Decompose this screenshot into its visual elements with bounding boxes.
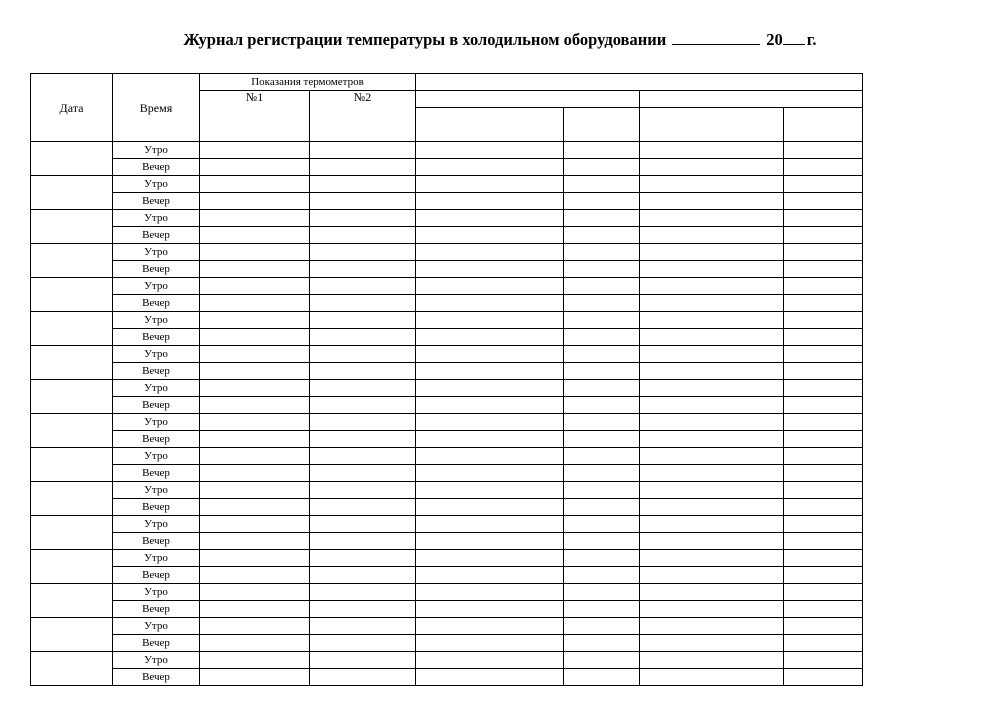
thermometer-1-cell[interactable] — [200, 448, 310, 465]
reading-cell[interactable] — [564, 431, 640, 448]
thermometer-2-cell[interactable] — [310, 346, 416, 363]
thermometer-1-cell[interactable] — [200, 533, 310, 550]
thermometer-1-cell[interactable] — [200, 278, 310, 295]
reading-cell[interactable] — [640, 295, 784, 312]
thermometer-2-cell[interactable] — [310, 159, 416, 176]
thermometer-2-cell[interactable] — [310, 601, 416, 618]
reading-cell[interactable] — [784, 533, 863, 550]
thermometer-1-cell[interactable] — [200, 465, 310, 482]
reading-cell[interactable] — [416, 295, 564, 312]
reading-cell[interactable] — [640, 465, 784, 482]
time-label: Вечер — [113, 431, 200, 448]
date-cell[interactable] — [31, 380, 113, 414]
extra-header-cell — [416, 108, 564, 142]
thermometer-2-cell[interactable] — [310, 448, 416, 465]
month-blank-line — [672, 30, 760, 45]
time-label: Утро — [113, 380, 200, 397]
time-label: Утро — [113, 278, 200, 295]
reading-cell[interactable] — [564, 176, 640, 193]
table-row — [31, 312, 863, 329]
reading-cell[interactable] — [564, 193, 640, 210]
reading-cell[interactable] — [784, 176, 863, 193]
reading-cell[interactable] — [564, 618, 640, 635]
time-label: Вечер — [113, 533, 200, 550]
thermometer-1-cell[interactable] — [200, 159, 310, 176]
time-label: Утро — [113, 448, 200, 465]
date-cell[interactable] — [31, 550, 113, 584]
thermometer-2-cell[interactable] — [310, 516, 416, 533]
reading-cell[interactable] — [640, 635, 784, 652]
table-row — [31, 159, 863, 176]
date-cell[interactable] — [31, 142, 113, 176]
reading-cell[interactable] — [784, 516, 863, 533]
thermometer-1-cell[interactable] — [200, 669, 310, 686]
table-row — [31, 244, 863, 261]
reading-cell[interactable] — [784, 278, 863, 295]
thermometer-1-cell[interactable] — [200, 363, 310, 380]
date-cell[interactable] — [31, 244, 113, 278]
reading-cell[interactable] — [416, 210, 564, 227]
table-row — [31, 210, 863, 227]
reading-cell[interactable] — [564, 584, 640, 601]
time-label: Утро — [113, 652, 200, 669]
time-label: Утро — [113, 584, 200, 601]
reading-cell[interactable] — [564, 414, 640, 431]
year-blank-line — [783, 30, 805, 45]
reading-cell[interactable] — [640, 329, 784, 346]
thermometer-2-cell[interactable] — [310, 312, 416, 329]
thermometer-2-cell[interactable] — [310, 567, 416, 584]
extra-header-top — [416, 74, 863, 91]
time-label: Вечер — [113, 329, 200, 346]
reading-cell[interactable] — [640, 669, 784, 686]
reading-cell[interactable] — [564, 210, 640, 227]
thermometer-2-cell[interactable] — [310, 550, 416, 567]
time-label: Вечер — [113, 465, 200, 482]
reading-cell[interactable] — [564, 397, 640, 414]
reading-cell[interactable] — [564, 363, 640, 380]
time-label: Утро — [113, 346, 200, 363]
reading-cell[interactable] — [416, 448, 564, 465]
reading-cell[interactable] — [784, 584, 863, 601]
table-row — [31, 261, 863, 278]
reading-cell[interactable] — [784, 669, 863, 686]
reading-cell[interactable] — [564, 482, 640, 499]
extra-header-group-1 — [416, 91, 640, 108]
reading-cell[interactable] — [564, 669, 640, 686]
reading-cell[interactable] — [784, 414, 863, 431]
thermometer-1-cell[interactable] — [200, 397, 310, 414]
title-text: Журнал регистрации температуры в холодильном оборудовании — [183, 30, 667, 49]
reading-cell[interactable] — [564, 601, 640, 618]
reading-cell[interactable] — [640, 278, 784, 295]
reading-cell[interactable] — [416, 499, 564, 516]
reading-cell[interactable] — [784, 618, 863, 635]
reading-cell[interactable] — [640, 550, 784, 567]
table-row — [31, 601, 863, 618]
date-cell[interactable] — [31, 482, 113, 516]
reading-cell[interactable] — [640, 346, 784, 363]
reading-cell[interactable] — [784, 431, 863, 448]
table-row — [31, 499, 863, 516]
time-label: Утро — [113, 312, 200, 329]
table-row — [31, 414, 863, 431]
reading-cell[interactable] — [416, 652, 564, 669]
date-header: Дата — [31, 74, 113, 142]
reading-cell[interactable] — [784, 244, 863, 261]
reading-cell[interactable] — [784, 261, 863, 278]
table-row — [31, 550, 863, 567]
reading-cell[interactable] — [640, 227, 784, 244]
reading-cell[interactable] — [784, 312, 863, 329]
reading-cell[interactable] — [564, 567, 640, 584]
reading-cell[interactable] — [564, 550, 640, 567]
reading-cell[interactable] — [640, 482, 784, 499]
thermometer-2-cell[interactable] — [310, 380, 416, 397]
thermometer-1-cell[interactable] — [200, 380, 310, 397]
time-header: Время — [113, 74, 200, 142]
reading-cell[interactable] — [640, 210, 784, 227]
thermometer-2-cell[interactable] — [310, 482, 416, 499]
thermometer-1-cell[interactable] — [200, 295, 310, 312]
reading-cell[interactable] — [564, 227, 640, 244]
reading-cell[interactable] — [416, 159, 564, 176]
reading-cell[interactable] — [784, 397, 863, 414]
reading-cell[interactable] — [416, 380, 564, 397]
reading-cell[interactable] — [784, 465, 863, 482]
reading-cell[interactable] — [640, 363, 784, 380]
reading-cell[interactable] — [784, 652, 863, 669]
thermometer-1-cell[interactable] — [200, 652, 310, 669]
reading-cell[interactable] — [640, 618, 784, 635]
thermometer-1-cell[interactable] — [200, 499, 310, 516]
reading-cell[interactable] — [416, 669, 564, 686]
thermometer-1-cell[interactable] — [200, 550, 310, 567]
table-row — [31, 584, 863, 601]
reading-cell[interactable] — [640, 312, 784, 329]
time-label: Утро — [113, 176, 200, 193]
thermometer-1-cell[interactable] — [200, 244, 310, 261]
thermometer-1-cell[interactable] — [200, 431, 310, 448]
date-cell[interactable] — [31, 448, 113, 482]
thermometer-1-cell[interactable] — [200, 227, 310, 244]
thermometer-2-cell[interactable] — [310, 618, 416, 635]
thermometer-2-cell[interactable] — [310, 397, 416, 414]
table-row — [31, 516, 863, 533]
reading-cell[interactable] — [640, 584, 784, 601]
reading-cell[interactable] — [640, 261, 784, 278]
time-label: Утро — [113, 482, 200, 499]
reading-cell[interactable] — [564, 329, 640, 346]
reading-cell[interactable] — [416, 278, 564, 295]
thermometer-1-cell[interactable] — [200, 210, 310, 227]
reading-cell[interactable] — [416, 363, 564, 380]
thermometer-2-cell[interactable] — [310, 193, 416, 210]
extra-header-group-2 — [640, 91, 863, 108]
thermometer-2-cell[interactable] — [310, 499, 416, 516]
reading-cell[interactable] — [564, 159, 640, 176]
reading-cell[interactable] — [564, 499, 640, 516]
date-cell[interactable] — [31, 584, 113, 618]
thermometer-1-cell[interactable] — [200, 584, 310, 601]
extra-header-cell — [564, 108, 640, 142]
reading-cell[interactable] — [784, 363, 863, 380]
date-cell[interactable] — [31, 516, 113, 550]
time-label: Утро — [113, 244, 200, 261]
time-label: Вечер — [113, 295, 200, 312]
table-row — [31, 227, 863, 244]
reading-cell[interactable] — [564, 652, 640, 669]
reading-cell[interactable] — [416, 142, 564, 159]
reading-cell[interactable] — [784, 159, 863, 176]
time-label: Вечер — [113, 159, 200, 176]
thermometer-1-cell[interactable] — [200, 516, 310, 533]
reading-cell[interactable] — [784, 601, 863, 618]
reading-cell[interactable] — [416, 516, 564, 533]
thermometer-2-cell[interactable] — [310, 176, 416, 193]
reading-cell[interactable] — [564, 465, 640, 482]
reading-cell[interactable] — [640, 397, 784, 414]
table-row — [31, 295, 863, 312]
table-row — [31, 346, 863, 363]
time-label: Вечер — [113, 397, 200, 414]
reading-cell[interactable] — [416, 346, 564, 363]
table-row — [31, 618, 863, 635]
reading-cell[interactable] — [784, 142, 863, 159]
reading-cell[interactable] — [564, 516, 640, 533]
table-row — [31, 533, 863, 550]
reading-cell[interactable] — [416, 312, 564, 329]
time-label: Вечер — [113, 499, 200, 516]
reading-cell[interactable] — [416, 176, 564, 193]
time-label: Вечер — [113, 669, 200, 686]
time-label: Вечер — [113, 363, 200, 380]
reading-cell[interactable] — [640, 380, 784, 397]
time-label: Вечер — [113, 635, 200, 652]
table-row — [31, 669, 863, 686]
reading-cell[interactable] — [640, 193, 784, 210]
date-cell[interactable] — [31, 618, 113, 652]
time-label: Вечер — [113, 261, 200, 278]
reading-cell[interactable] — [564, 278, 640, 295]
date-cell[interactable] — [31, 176, 113, 210]
reading-cell[interactable] — [640, 533, 784, 550]
thermometer-1-cell[interactable] — [200, 601, 310, 618]
extra-header-cell — [640, 108, 784, 142]
thermometer-2-cell[interactable] — [310, 210, 416, 227]
reading-cell[interactable] — [416, 635, 564, 652]
reading-cell[interactable] — [416, 567, 564, 584]
time-label: Утро — [113, 618, 200, 635]
reading-cell[interactable] — [784, 567, 863, 584]
reading-cell[interactable] — [416, 414, 564, 431]
thermometer-readings-header: Показания термометров — [200, 74, 416, 91]
reading-cell[interactable] — [416, 601, 564, 618]
reading-cell[interactable] — [416, 244, 564, 261]
reading-cell[interactable] — [784, 635, 863, 652]
reading-cell[interactable] — [564, 244, 640, 261]
thermometer-1-header: №1 — [200, 91, 310, 142]
thermometer-1-cell[interactable] — [200, 193, 310, 210]
thermometer-1-cell[interactable] — [200, 346, 310, 363]
table-row — [31, 380, 863, 397]
reading-cell[interactable] — [640, 601, 784, 618]
year-suffix: г. — [806, 30, 817, 49]
thermometer-1-cell[interactable] — [200, 176, 310, 193]
thermometer-2-cell[interactable] — [310, 414, 416, 431]
temperature-log-table — [30, 73, 863, 686]
table-row — [31, 652, 863, 669]
reading-cell[interactable] — [640, 414, 784, 431]
thermometer-1-cell[interactable] — [200, 618, 310, 635]
reading-cell[interactable] — [416, 584, 564, 601]
time-label: Утро — [113, 414, 200, 431]
table-row — [31, 448, 863, 465]
reading-cell[interactable] — [784, 482, 863, 499]
reading-cell[interactable] — [416, 329, 564, 346]
reading-cell[interactable] — [784, 329, 863, 346]
reading-cell[interactable] — [416, 227, 564, 244]
thermometer-1-cell[interactable] — [200, 567, 310, 584]
time-label: Утро — [113, 516, 200, 533]
table-row — [31, 363, 863, 380]
table-row — [31, 465, 863, 482]
thermometer-2-cell[interactable] — [310, 295, 416, 312]
time-label: Утро — [113, 142, 200, 159]
thermometer-2-cell[interactable] — [310, 635, 416, 652]
reading-cell[interactable] — [416, 431, 564, 448]
reading-cell[interactable] — [640, 448, 784, 465]
reading-cell[interactable] — [416, 465, 564, 482]
thermometer-2-cell[interactable] — [310, 652, 416, 669]
thermometer-1-cell[interactable] — [200, 635, 310, 652]
reading-cell[interactable] — [640, 176, 784, 193]
reading-cell[interactable] — [784, 346, 863, 363]
thermometer-2-cell[interactable] — [310, 363, 416, 380]
thermometer-2-cell[interactable] — [310, 261, 416, 278]
time-label: Утро — [113, 550, 200, 567]
reading-cell[interactable] — [784, 210, 863, 227]
reading-cell[interactable] — [640, 142, 784, 159]
reading-cell[interactable] — [416, 618, 564, 635]
reading-cell[interactable] — [784, 380, 863, 397]
table-row — [31, 482, 863, 499]
reading-cell[interactable] — [640, 499, 784, 516]
time-label: Вечер — [113, 567, 200, 584]
table-row — [31, 278, 863, 295]
time-label: Вечер — [113, 601, 200, 618]
reading-cell[interactable] — [784, 193, 863, 210]
reading-cell[interactable] — [416, 397, 564, 414]
reading-cell[interactable] — [564, 448, 640, 465]
reading-cell[interactable] — [564, 261, 640, 278]
thermometer-2-cell[interactable] — [310, 329, 416, 346]
reading-cell[interactable] — [564, 295, 640, 312]
time-label: Вечер — [113, 227, 200, 244]
thermometer-2-header: №2 — [310, 91, 416, 142]
reading-cell[interactable] — [416, 482, 564, 499]
reading-cell[interactable] — [564, 380, 640, 397]
date-cell[interactable] — [31, 210, 113, 244]
reading-cell[interactable] — [564, 533, 640, 550]
reading-cell[interactable] — [640, 567, 784, 584]
reading-cell[interactable] — [416, 550, 564, 567]
table-row — [31, 397, 863, 414]
thermometer-1-cell[interactable] — [200, 312, 310, 329]
reading-cell[interactable] — [564, 346, 640, 363]
thermometer-2-cell[interactable] — [310, 533, 416, 550]
thermometer-1-cell[interactable] — [200, 329, 310, 346]
thermometer-2-cell[interactable] — [310, 244, 416, 261]
thermometer-2-cell[interactable] — [310, 142, 416, 159]
table-row — [31, 329, 863, 346]
table-row — [31, 193, 863, 210]
thermometer-2-cell[interactable] — [310, 227, 416, 244]
reading-cell[interactable] — [564, 312, 640, 329]
reading-cell[interactable] — [640, 244, 784, 261]
reading-cell[interactable] — [640, 652, 784, 669]
reading-cell[interactable] — [416, 533, 564, 550]
reading-cell[interactable] — [416, 193, 564, 210]
date-cell[interactable] — [31, 652, 113, 686]
reading-cell[interactable] — [784, 499, 863, 516]
thermometer-2-cell[interactable] — [310, 465, 416, 482]
table-row — [31, 635, 863, 652]
time-label: Утро — [113, 210, 200, 227]
date-cell[interactable] — [31, 312, 113, 346]
reading-cell[interactable] — [640, 516, 784, 533]
thermometer-2-cell[interactable] — [310, 669, 416, 686]
page-title — [0, 30, 1000, 50]
table-row — [31, 142, 863, 159]
reading-cell[interactable] — [564, 635, 640, 652]
reading-cell[interactable] — [640, 431, 784, 448]
reading-cell[interactable] — [784, 448, 863, 465]
thermometer-1-cell[interactable] — [200, 414, 310, 431]
date-cell[interactable] — [31, 346, 113, 380]
thermometer-2-cell[interactable] — [310, 584, 416, 601]
reading-cell[interactable] — [784, 295, 863, 312]
reading-cell[interactable] — [564, 142, 640, 159]
reading-cell[interactable] — [784, 550, 863, 567]
thermometer-1-cell[interactable] — [200, 482, 310, 499]
thermometer-2-cell[interactable] — [310, 278, 416, 295]
date-cell[interactable] — [31, 414, 113, 448]
table-row — [31, 176, 863, 193]
time-label: Вечер — [113, 193, 200, 210]
table-row — [31, 431, 863, 448]
extra-header-cell — [784, 108, 863, 142]
thermometer-1-cell[interactable] — [200, 142, 310, 159]
thermometer-1-cell[interactable] — [200, 261, 310, 278]
year-prefix: 20 — [766, 30, 783, 49]
reading-cell[interactable] — [416, 261, 564, 278]
table-row — [31, 567, 863, 584]
reading-cell[interactable] — [784, 227, 863, 244]
reading-cell[interactable] — [640, 159, 784, 176]
date-cell[interactable] — [31, 278, 113, 312]
thermometer-2-cell[interactable] — [310, 431, 416, 448]
